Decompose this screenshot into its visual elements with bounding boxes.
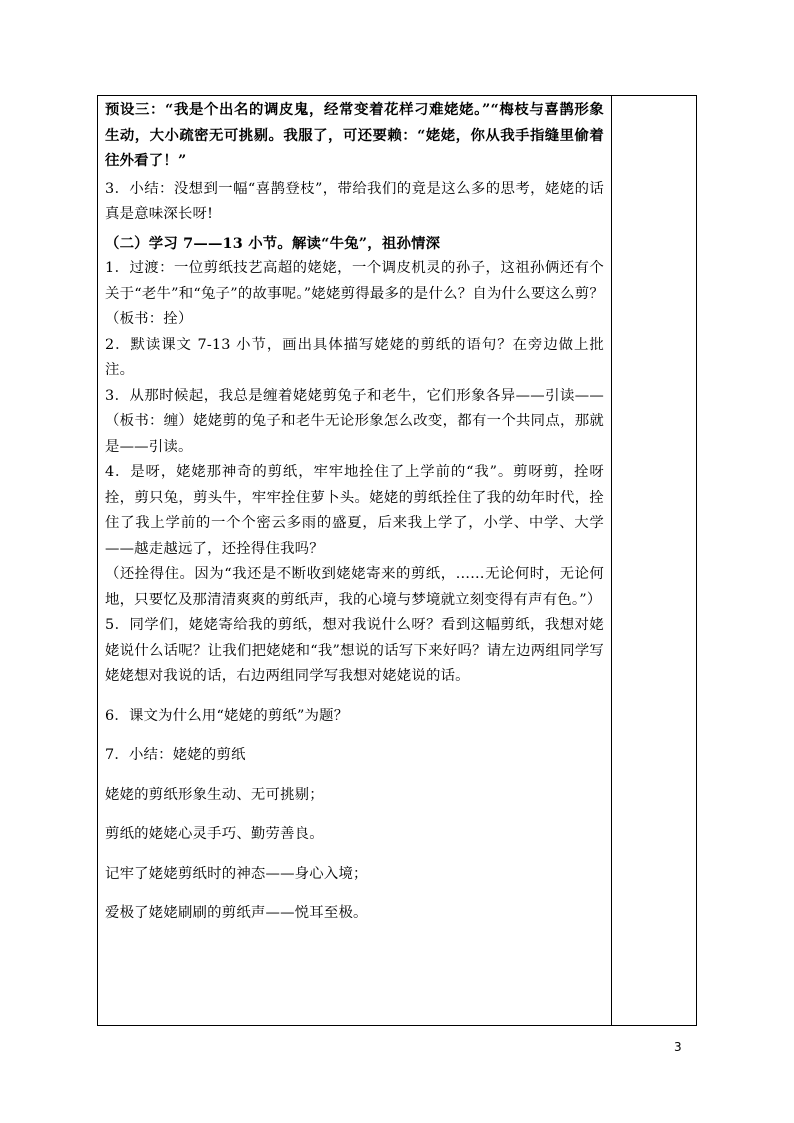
step-3-guided-reading: 3．从那时候起，我总是缠着姥姥剪兔子和老牛，它们形象各异——引读——（板书：缠）姥姥剪的兔子和老牛无论形象怎么改变，都有一个共同点，那就是——引读。 (105, 387, 604, 455)
lesson-content-cell (98, 96, 612, 1025)
section-two-heading: （二）学习 7——13 小节。解读“牛兔”，祖孙情深 (105, 234, 441, 252)
step-6-question: 6．课文为什么用“姥姥的剪纸”为题？ (105, 707, 349, 724)
step-1-transition: 1．过渡：一位剪纸技艺高超的姥姥，一个调皮机灵的孙子，这祖孙俩还有个关于“老牛”和“兔子”的故事呢。”姥姥剪得最多的是什么？自为什么要这么剪？（板书：拴） (105, 260, 604, 327)
lesson-plan-table (97, 95, 697, 1026)
step-2-silent-reading: 2．默读课文 7-13 小节，画出具体描写姥姥的剪纸的语句？在旁边做上批注。 (105, 336, 604, 378)
notes-column-cell (612, 96, 696, 1025)
summary-point-1: 姥姥的剪纸形象生动、无可挑剔； (105, 786, 324, 803)
step-7-summary: 7．小结：姥姥的剪纸 (105, 747, 246, 763)
step-5-writing-task: 5．同学们，姥姥寄给我的剪纸，想对我说什么呀？看到这幅剪纸，我想对姥姥说什么话呢？让我们把姥姥和“我”想说的话写下来好吗？请左边两组同学写姥姥想对我说的话，右边两组同学写我想对姥姥说的话。 (105, 617, 604, 684)
step-4-paragraph: 4．是呀，姥姥那神奇的剪纸，牢牢地拴住了上学前的“我”。剪呀剪，拴呀拴，剪只兔，剪头牛，牢牢拴住萝卜头。姥姥的剪纸拴住了我的幼年时代，拴住了我上学前的一个个密云多雨的盛夏，后来我上学了，小学、中学、大学——越走越远了，还拴得住我吗？ (105, 464, 604, 557)
step-4-note: （还拴得住。因为“我还是不断收到姥姥寄来的剪纸，……无论何时，无论何地，只要忆及那清清爽爽的剪纸声，我的心境与梦境就立刻变得有声有色。”） (105, 566, 604, 608)
page-number: 3 (674, 1040, 682, 1054)
preset-three-paragraph: 预设三：“我是个出名的调皮鬼，经常变着花样刁难姥姥。”“梅枝与喜鹊形象生动，大小疏密无可挑剔。我服了，可还要赖：“姥姥，你从我手指缝里偷着往外看了！” (105, 101, 604, 169)
summary-point-2: 剪纸的姥姥心灵手巧、勤劳善良。 (105, 826, 324, 842)
summary-paragraph: 3．小结：没想到一幅“喜鹊登枝”，带给我们的竟是这么多的思考，姥姥的话真是意味深长呀! (105, 180, 604, 222)
summary-point-4: 爱极了姥姥刷刷的剪纸声——悦耳至极。 (105, 905, 368, 921)
summary-point-3: 记牢了姥姥剪纸时的神态——身心入境； (105, 865, 368, 882)
